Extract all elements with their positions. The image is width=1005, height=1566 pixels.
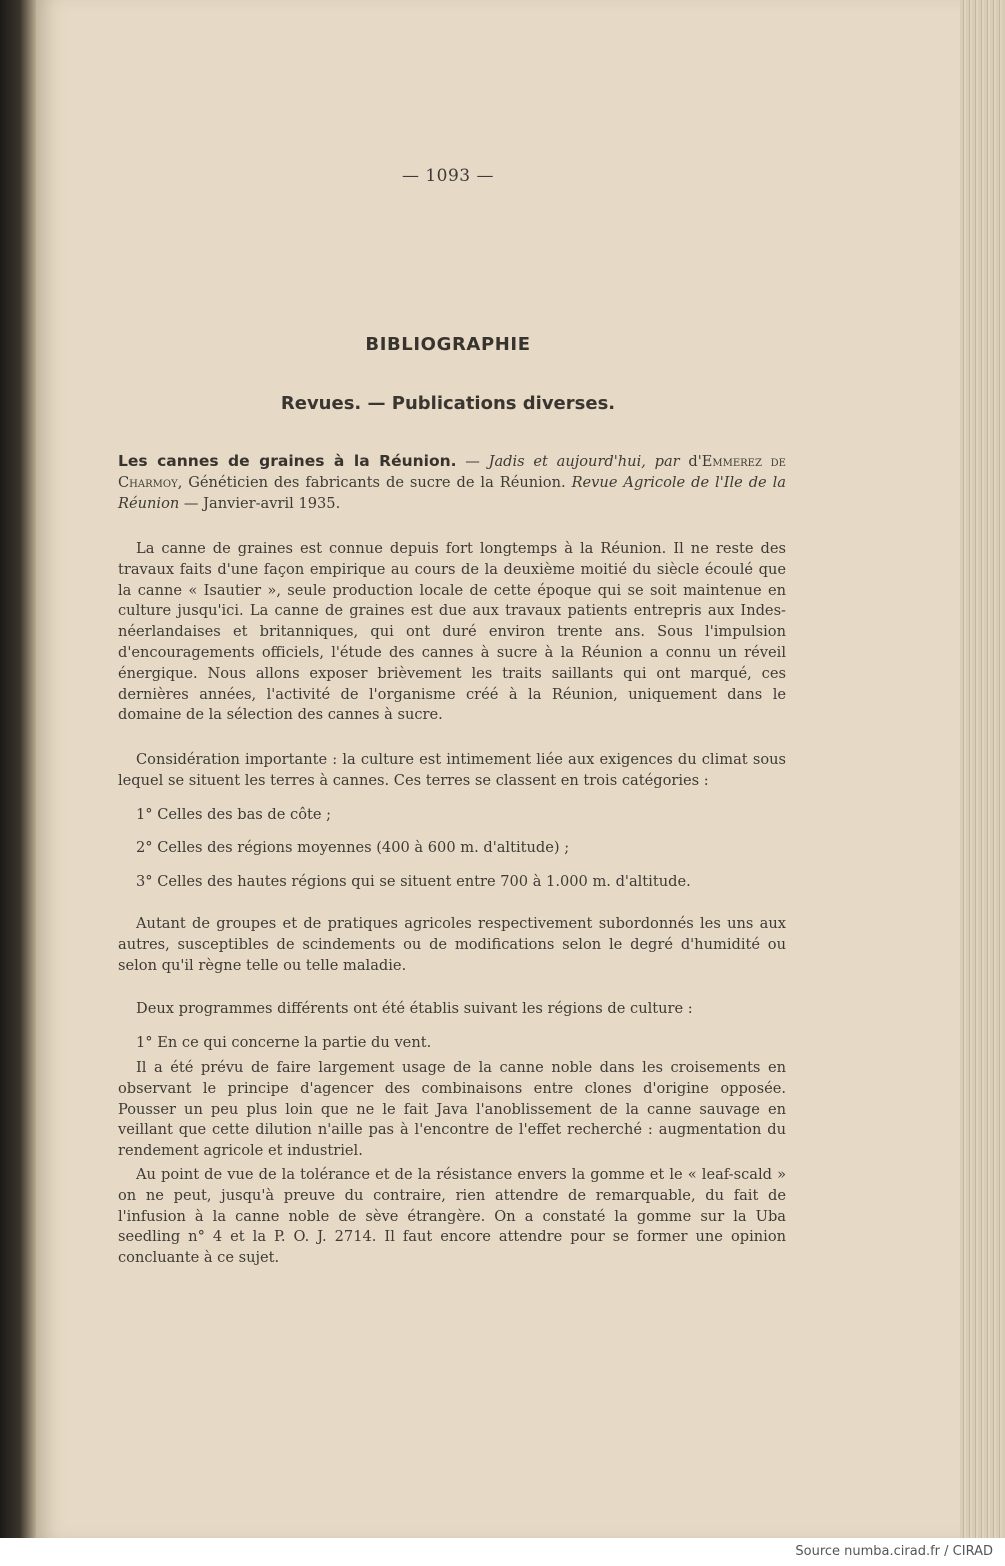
list-item-hautes-regions: 3° Celles des hautes régions qui se situent entre 700 à 1.000 m. d'altitude. — [136, 873, 691, 890]
entry-journal: Revue Agricole de l'Ile de la Réunion — [118, 474, 786, 512]
list-item-regions-moyennes: 2° Celles des régions moyennes (400 à 600 m. d'altitude) ; — [136, 839, 570, 856]
section-heading: BIBLIOGRAPHIE — [365, 334, 531, 355]
entry-date: — Janvier-avril 1935. — [179, 495, 341, 512]
paragraph-programmes: Deux programmes différents ont été établis suivant les régions de culture : — [136, 1000, 693, 1017]
list-item-bas-de-cote: 1° Celles des bas de côte ; — [136, 806, 332, 823]
book-binding-edge — [0, 0, 36, 1538]
entry-subtitle: Jadis et aujourd'hui, par — [488, 453, 680, 470]
paragraph-canne-noble: Il a été prévu de faire largement usage de la canne noble dans les croisements en observant le principe d'agencer des combinaisons entre clones d'origine opposée. Pousser un peu plus loin que ne le fait Java l'anoblissement de la canne sauvage en veillant que cette dilution n'aille pas à l'encontre de l'effet recherché : augmentation du rendement agricole et industriel. — [118, 1059, 786, 1160]
paragraph-tolerance: Au point de vue de la tolérance et de la résistance envers la gomme et le « leaf-scald » on ne peut, jusqu'à preuve du contraire, rien attendre de remarquable, du fait de l'infusion à la canne noble de sève étrangère. On a constaté la gomme sur la Uba seedling n° 4 et la P. O. J. 2714. Il faut encore attendre pour se former une opinion concluante à ce sujet. — [118, 1166, 786, 1267]
entry-author: Emmerez de Charmoy — [118, 453, 786, 491]
page-stack-edge — [960, 0, 1005, 1538]
paragraph-groupes: Autant de groupes et de pratiques agricoles respectivement subordonnés les uns aux autres, susceptibles de scindements ou de modifications selon le degré d'humidité ou selon qu'il règne telle ou telle maladie. — [118, 915, 786, 974]
list-item-partie-du-vent: 1° En ce qui concerne la partie du vent. — [136, 1034, 432, 1051]
entry-author-role: , Généticien des fabricants de sucre de la Réunion. — [177, 474, 572, 491]
source-credit: Source numba.cirad.fr / CIRAD — [795, 1544, 993, 1559]
page-number: — 1093 — — [401, 166, 495, 186]
entry-author-prefix: d' — [679, 453, 702, 470]
paragraph-intro: La canne de graines est connue depuis fort longtemps à la Réunion. Il ne reste des travaux faits d'une façon empirique au cours de la deuxième moitié du siècle écoulé que la canne « Isautier », seule production locale de cette époque qui se soit maintenue en culture jusqu'ici. La canne de graines est due aux travaux patients entrepris aux Indes-néerlandaises et britanniques, qui ont duré environ trente ans. Sous l'impulsion d'encouragements officiels, l'étude des cannes à sucre à la Réunion a connu un réveil énergique. Nous allons exposer brièvement les traits saillants qui ont marqué, ces dernières années, l'activité de l'organisme créé à la Réunion, uniquement dans le domaine de la sélection des cannes à sucre. — [118, 540, 786, 724]
paragraph-consideration: Considération importante : la culture est intimement liée aux exigences du climat sous lequel se situent les terres à cannes. Ces terres se classent en trois catégories : — [118, 751, 786, 789]
entry-dash: — — [456, 453, 489, 470]
section-subheading: Revues. — Publications diverses. — [280, 393, 616, 414]
bibliography-entry — [118, 451, 786, 514]
entry-title: Les cannes de graines à la Réunion. — [118, 452, 457, 470]
